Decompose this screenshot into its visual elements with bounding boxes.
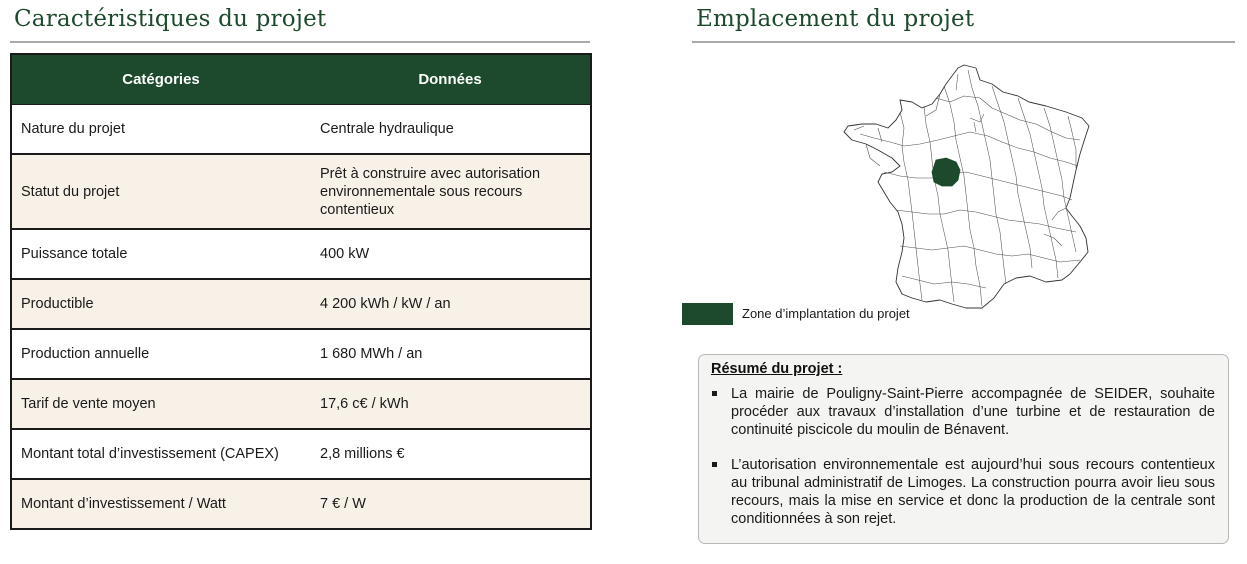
header-categories: Catégories [122, 71, 200, 88]
table-row [12, 480, 590, 528]
table-row [12, 155, 590, 230]
legend-swatch [682, 303, 733, 325]
row-category: Productible [21, 296, 94, 312]
summary-bullet [711, 456, 1215, 528]
row-value: 7 € / W [320, 496, 366, 512]
row-category: Production annuelle [21, 346, 150, 362]
title-underline [692, 41, 1235, 43]
project-zone-highlight [932, 158, 960, 186]
row-category: Montant d’investissement / Watt [21, 496, 226, 512]
row-value: Prêt à construire avec autorisation environnementale sous recours contentieux [320, 165, 541, 218]
row-value: 17,6 c€ / kWh [320, 396, 409, 412]
table-row [12, 330, 590, 380]
summary-bullet [711, 385, 1215, 439]
france-map [840, 62, 1092, 314]
header-data: Données [418, 71, 482, 88]
legend-label: Zone d’implantation du projet [742, 306, 910, 321]
table-row [12, 105, 590, 155]
row-category: Puissance totale [21, 246, 128, 262]
bullet-square-icon [712, 462, 717, 467]
title-underline [10, 41, 590, 43]
section-title-characteristics: Caractéristiques du projet [14, 6, 327, 32]
characteristics-table [10, 53, 592, 530]
summary-title: Résumé du projet : [711, 361, 843, 377]
table-row [12, 380, 590, 430]
table-header [12, 55, 590, 105]
bullet-square-icon [712, 391, 717, 396]
row-value: 400 kW [320, 246, 370, 262]
row-category: Tarif de vente moyen [21, 396, 156, 412]
summary-bullet-text: La mairie de Pouligny-Saint-Pierre accompagnée de SEIDER, souhaite procéder aux travaux d’installation d’une turbine et de restauration de continuité piscicole du moulin de Bénavent. [731, 386, 1215, 438]
section-title-location: Emplacement du projet [696, 6, 975, 32]
france-outline [844, 65, 1089, 308]
row-category: Statut du projet [21, 183, 120, 200]
summary-bullet-text: L’autorisation environnementale est aujourd’hui sous recours contentieux au tribunal administratif de Limoges. La construction pourra avoir lieu sous recours, mais la mise en service et donc la production de la centrale sont conditionnées à son rejet. [731, 457, 1215, 527]
row-value: 4 200 kWh / kW / an [320, 296, 451, 312]
table-row [12, 280, 590, 330]
project-summary [698, 354, 1229, 544]
row-value: 2,8 millions € [320, 446, 405, 462]
table-row [12, 430, 590, 480]
row-category: Nature du projet [21, 121, 125, 137]
row-value: Centrale hydraulique [320, 121, 454, 137]
table-row [12, 230, 590, 280]
row-value: 1 680 MWh / an [320, 346, 423, 362]
row-category: Montant total d’investissement (CAPEX) [21, 446, 279, 462]
